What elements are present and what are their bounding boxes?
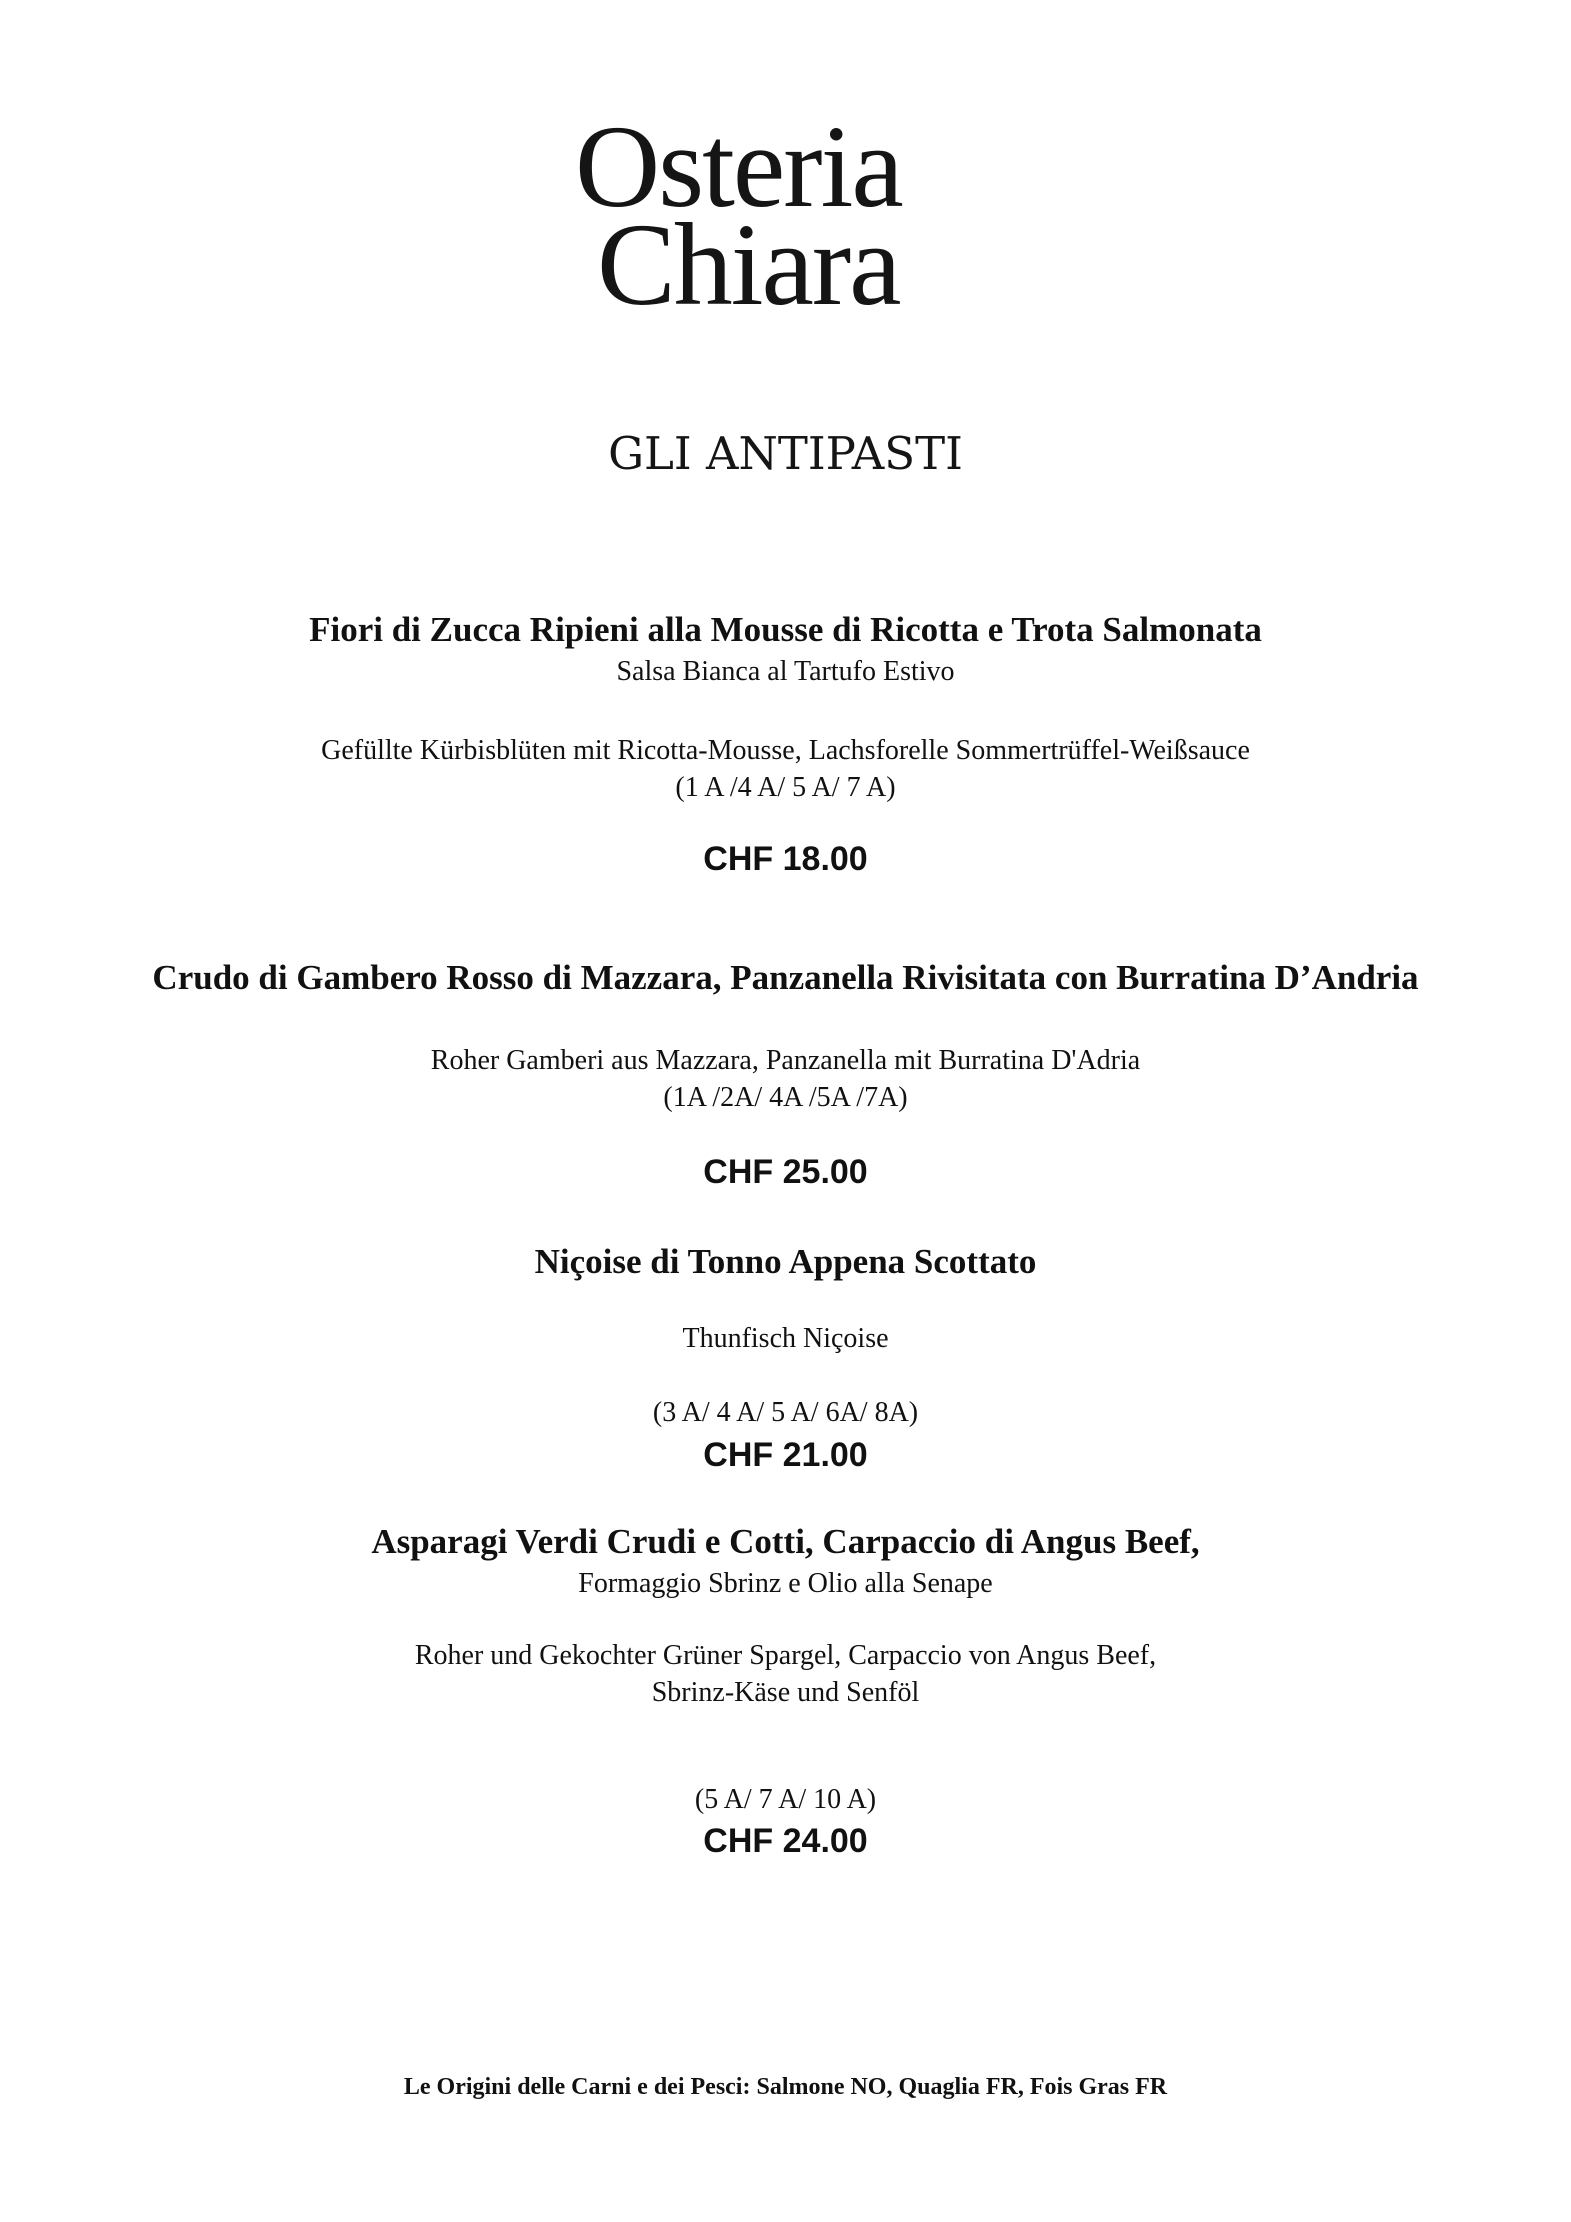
dish-1-name: Fiori di Zucca Ripieni alla Mousse di Ricotta e Trota Salmonata — [309, 610, 1262, 649]
dish-3-price: CHF 21.00 — [703, 1436, 868, 1474]
dish-1-translation: Gefüllte Kürbisblüten mit Ricotta-Mousse, Lachsforelle Sommertrüffel-Weißsauce — [321, 735, 1250, 766]
dish-2-allergens: (1A /2A/ 4A /5A /7A) — [663, 1082, 908, 1113]
logo-line-chiara: Chiara — [597, 199, 900, 330]
dish-4-subtitle: Formaggio Sbrinz e Olio alla Senape — [578, 1568, 993, 1599]
dish-2-price: CHF 25.00 — [703, 1153, 868, 1191]
logo-line-osteria: Osteria — [575, 101, 902, 232]
dish-3-name: Niçoise di Tonno Appena Scottato — [534, 1242, 1037, 1281]
section-title: GLI ANTIPASTI — [608, 427, 963, 480]
dish-2-name: Crudo di Gambero Rosso di Mazzara, Panzanella Rivisitata con Burratina D’Andria — [152, 958, 1419, 997]
dish-3-translation: Thunfisch Niçoise — [682, 1323, 889, 1354]
dish-4-translation-line2: Sbrinz-Käse und Senföl — [651, 1677, 920, 1708]
dish-4-allergens: (5 A/ 7 A/ 10 A) — [694, 1784, 877, 1815]
dish-1-price: CHF 18.00 — [703, 840, 868, 878]
origins-footer: Le Origini delle Carni e dei Pesci: Salmone NO, Quaglia FR, Fois Gras FR — [403, 2074, 1168, 2100]
dish-3-allergens: (3 A/ 4 A/ 5 A/ 6A/ 8A) — [652, 1397, 919, 1428]
restaurant-logo — [575, 101, 1015, 340]
dish-1-allergens: (1 A /4 A/ 5 A/ 7 A) — [675, 772, 896, 803]
dish-4-translation-line1: Roher und Gekochter Grüner Spargel, Carpaccio von Angus Beef, — [414, 1640, 1157, 1671]
dish-1-subtitle: Salsa Bianca al Tartufo Estivo — [616, 656, 955, 687]
dish-2-translation: Roher Gamberi aus Mazzara, Panzanella mit Burratina D'Adria — [430, 1045, 1141, 1076]
dish-4-price: CHF 24.00 — [703, 1822, 868, 1860]
dish-4-name: Asparagi Verdi Crudi e Cotti, Carpaccio di Angus Beef, — [371, 1522, 1200, 1561]
